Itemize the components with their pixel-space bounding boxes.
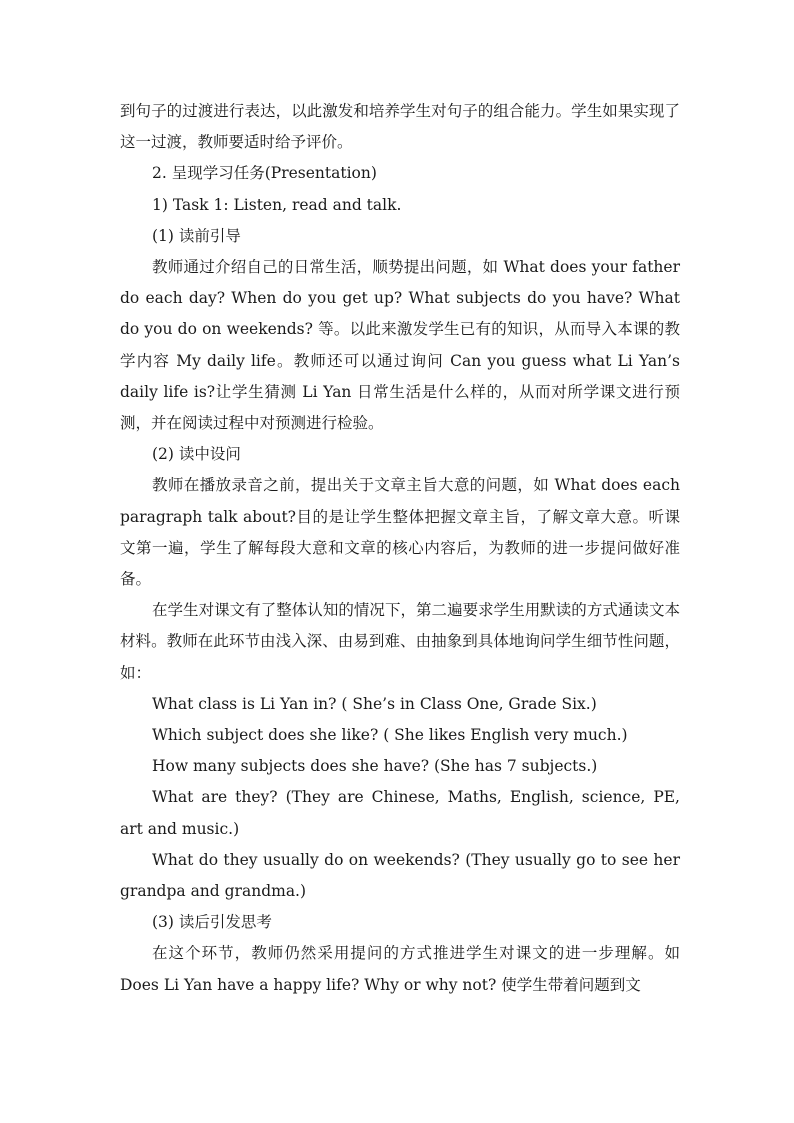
paragraph-post-reading: 在这个环节，教师仍然采用提问的方式推进学生对课文的进一步理解。如 Does Li Yan have a happy life? Why or why not? 使学生带着问题到文 bbox=[120, 944, 680, 994]
heading-post-reading: (3) 读后引发思考 bbox=[152, 913, 272, 932]
heading-pre-reading: (1) 读前引导 bbox=[152, 226, 241, 245]
question-class: What class is Li Yan in? ( She’s in Class One, Grade Six.) bbox=[152, 694, 597, 713]
paragraph-while-reading: 教师在播放录音之前，提出关于文章主旨大意的问题，如 What does each paragraph talk about?目的是让学生整体把握文章主旨，了解文章大意。听课文第一遍，学生了解每段大意和文章的核心内容后，为教师的进一步提问做好准备。 bbox=[120, 476, 680, 589]
document-page bbox=[120, 96, 680, 1001]
question-how-many: How many subjects does she have? (She has 7 subjects.) bbox=[152, 757, 598, 776]
heading-while-reading: (2) 读中设问 bbox=[152, 445, 241, 464]
heading-task-1: 1) Task 1: Listen, read and talk. bbox=[152, 195, 402, 214]
heading-presentation: 2. 呈现学习任务(Presentation) bbox=[152, 164, 377, 183]
paragraph-pre-reading: 教师通过介绍自己的日常生活，顺势提出问题，如 What does your father do each day? When do you get up? What subjects do you have? What do you do on weekends? 等。以此来激发学生已有的知识，从而导入本课的教学内容 My daily life。教师还可以通过询问 Can you guess what Li Yan’s daily life is?让学生猜测 Li Yan 日常生活是什么样的，从而对所学课文进行预测，并在阅读过程中对预测进行检验。 bbox=[120, 258, 680, 433]
question-what-are-they: What are they? (They are Chinese, Maths, English, science, PE, art and music.) bbox=[120, 788, 680, 838]
question-weekends: What do they usually do on weekends? (They usually go to see her grandpa and grandma.) bbox=[120, 850, 680, 901]
question-subject: Which subject does she like? ( She likes English very much.) bbox=[152, 726, 628, 745]
paragraph-second-reading: 在学生对课文有了整体认知的情况下，第二遍要求学生用默读的方式通读文本材料。教师在此环节由浅入深、由易到难、由抽象到具体地询问学生细节性问题，如： bbox=[120, 601, 680, 682]
paragraph-intro-continuation: 到句子的过渡进行表达，以此激发和培养学生对句子的组合能力。学生如果实现了这一过渡，教师要适时给予评价。 bbox=[120, 102, 680, 152]
